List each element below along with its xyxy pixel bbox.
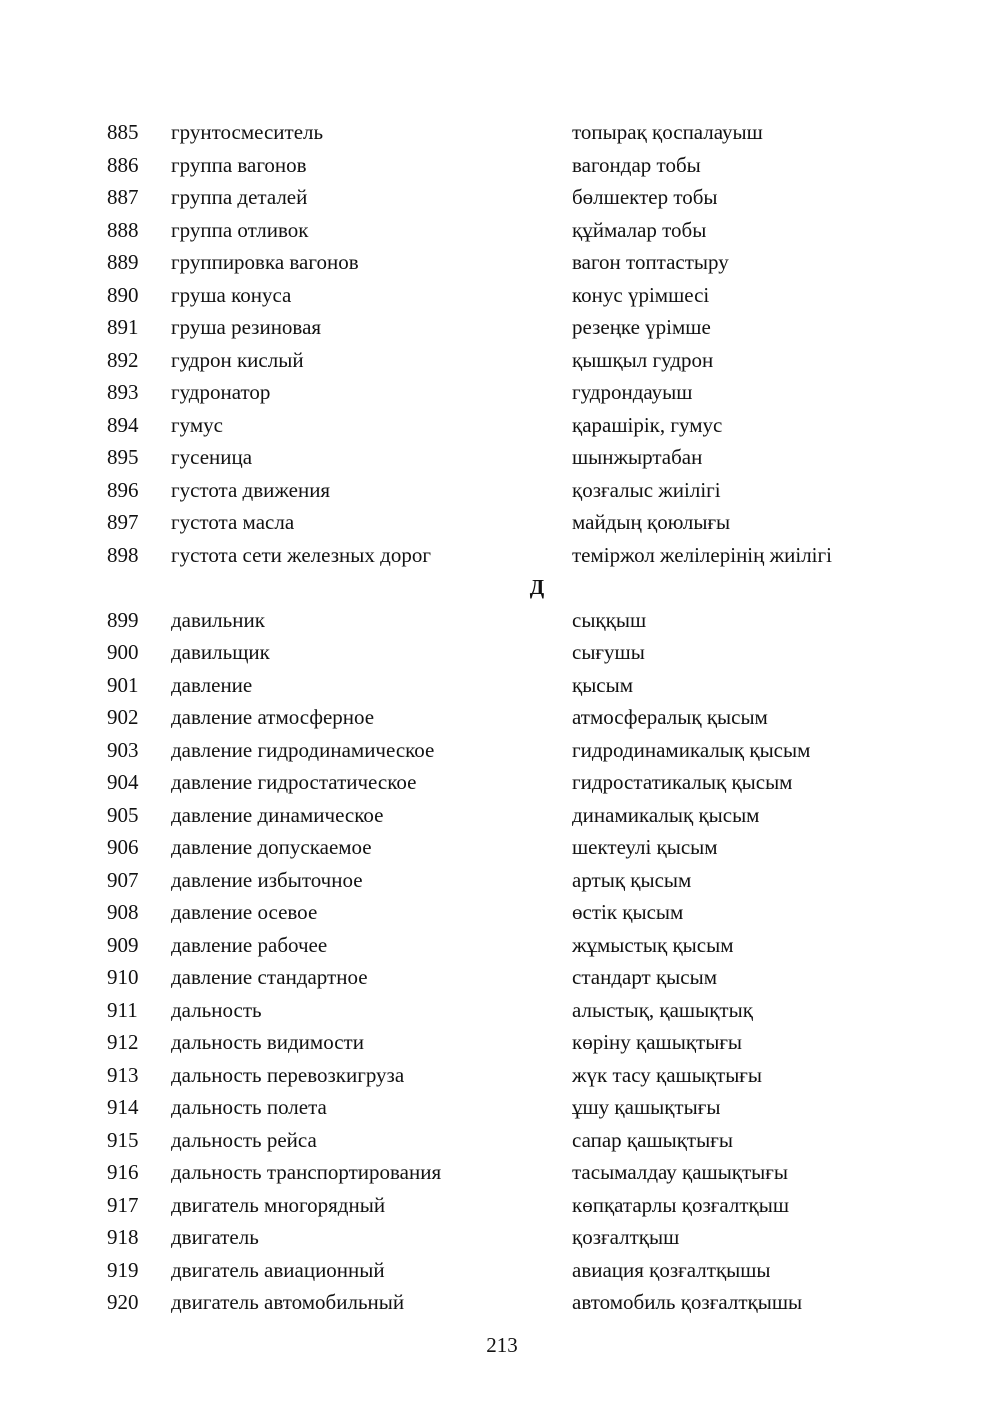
glossary-entry xyxy=(0,116,1004,149)
russian-term: давильник xyxy=(171,607,265,632)
russian-term: двигатель авиационный xyxy=(171,1257,385,1282)
entry-number: 891 xyxy=(107,315,139,339)
entry-number: 919 xyxy=(107,1257,139,1282)
kazakh-term: вагондар тобы xyxy=(572,152,701,177)
kazakh-term: қозғалыс жиілігі xyxy=(572,477,721,502)
kazakh-term: артық қысым xyxy=(572,867,692,892)
kazakh-term: резеңке үрімше xyxy=(572,315,711,339)
kazakh-term: автомобиль қозғалтқышы xyxy=(572,1290,803,1314)
russian-term: двигатель xyxy=(171,1225,259,1249)
russian-term: группа вагонов xyxy=(171,152,307,177)
section-letter-heading: Д xyxy=(529,575,545,599)
glossary-entry xyxy=(0,149,1004,182)
entry-number: 904 xyxy=(107,770,139,794)
entry-number: 909 xyxy=(107,932,139,957)
glossary-entry xyxy=(0,1189,1004,1222)
glossary-entry xyxy=(0,669,1004,702)
entry-number: 916 xyxy=(107,1160,139,1184)
glossary-entry xyxy=(0,344,1004,377)
glossary-entry xyxy=(0,994,1004,1027)
kazakh-term: динамикалық қысым xyxy=(572,802,760,827)
kazakh-term: майдың қоюлығы xyxy=(572,510,731,534)
russian-term: гудрон кислый xyxy=(171,347,304,372)
russian-term: давление атмосферное xyxy=(171,705,375,729)
entry-number: 892 xyxy=(107,347,139,372)
entry-number: 900 xyxy=(107,640,139,664)
entries-after-section xyxy=(0,604,1004,1319)
glossary-entry xyxy=(0,441,1004,474)
kazakh-term: конус үрімшесі xyxy=(572,282,710,307)
russian-term: группа отливок xyxy=(171,217,309,242)
kazakh-term: шектеулі қысым xyxy=(572,835,718,859)
kazakh-term: топырақ қоспалауыш xyxy=(572,120,763,144)
russian-term: дальность xyxy=(171,997,262,1022)
glossary-entry xyxy=(0,734,1004,767)
glossary-entry xyxy=(0,1059,1004,1092)
russian-term: давление допускаемое xyxy=(171,835,372,859)
russian-term: грунтосмеситель xyxy=(171,120,324,144)
russian-term: давление xyxy=(171,672,253,697)
glossary-entry xyxy=(0,1254,1004,1287)
russian-term: давление рабочее xyxy=(171,932,328,957)
entry-number: 914 xyxy=(107,1095,139,1119)
entry-number: 913 xyxy=(107,1062,139,1087)
russian-term: давление стандартное xyxy=(171,965,368,989)
glossary-entry xyxy=(0,1286,1004,1319)
entry-number: 890 xyxy=(107,282,139,307)
kazakh-term: қарашірік, гумус xyxy=(572,412,723,437)
entry-number: 915 xyxy=(107,1127,139,1152)
glossary-entry xyxy=(0,1026,1004,1059)
entry-number: 920 xyxy=(107,1290,139,1314)
russian-term: гудронатор xyxy=(171,380,271,404)
russian-term: давильщик xyxy=(171,640,270,664)
glossary-entry xyxy=(0,1156,1004,1189)
glossary-entry xyxy=(0,311,1004,344)
kazakh-term: көріну қашықтығы xyxy=(572,1030,743,1054)
entries-before-section xyxy=(0,116,1004,571)
glossary-entry xyxy=(0,1124,1004,1157)
russian-term: давление осевое xyxy=(171,900,318,924)
russian-term: густота движения xyxy=(171,477,331,502)
entry-number: 895 xyxy=(107,445,139,469)
entry-number: 907 xyxy=(107,867,139,892)
kazakh-term: авиация қозғалтқышы xyxy=(572,1257,771,1282)
kazakh-term: алыстық, қашықтық xyxy=(572,997,753,1022)
glossary-entry xyxy=(0,766,1004,799)
russian-term: дальность видимости xyxy=(171,1030,364,1054)
russian-term: дальность полета xyxy=(171,1095,327,1119)
entry-number: 889 xyxy=(107,250,139,274)
entry-number: 893 xyxy=(107,380,139,404)
kazakh-term: қозғалтқыш xyxy=(572,1225,680,1249)
glossary-entry xyxy=(0,929,1004,962)
entry-number: 898 xyxy=(107,542,139,567)
kazakh-term: сапар қашықтығы xyxy=(572,1127,733,1152)
russian-term: двигатель автомобильный xyxy=(171,1290,405,1314)
russian-term: густота сети железных дорог xyxy=(171,542,431,567)
glossary-entries xyxy=(0,116,1004,1319)
russian-term: груша конуса xyxy=(171,282,292,307)
glossary-entry xyxy=(0,181,1004,214)
entry-number: 887 xyxy=(107,185,139,209)
kazakh-term: вагон топтастыру xyxy=(572,250,729,274)
page-number: 213 xyxy=(486,1333,518,1357)
russian-term: гумус xyxy=(171,412,223,437)
russian-term: давление избыточное xyxy=(171,867,363,892)
glossary-entry xyxy=(0,279,1004,312)
glossary-entry xyxy=(0,214,1004,247)
russian-term: группа деталей xyxy=(171,185,308,209)
russian-term: дальность рейса xyxy=(171,1127,317,1152)
russian-term: группировка вагонов xyxy=(171,250,359,274)
glossary-entry xyxy=(0,1221,1004,1254)
kazakh-term: ұшу қашықтығы xyxy=(572,1095,721,1119)
russian-term: густота масла xyxy=(171,510,295,534)
glossary-entry xyxy=(0,701,1004,734)
glossary-entry xyxy=(0,636,1004,669)
glossary-entry xyxy=(0,831,1004,864)
kazakh-term: өстік қысым xyxy=(572,900,684,924)
entry-number: 911 xyxy=(107,997,138,1022)
entry-number: 897 xyxy=(107,510,139,534)
russian-term: двигатель многорядный xyxy=(171,1192,386,1217)
kazakh-term: стандарт қысым xyxy=(572,965,718,989)
glossary-entry xyxy=(0,604,1004,637)
kazakh-term: теміржол желілерінің жиілігі xyxy=(572,542,832,567)
entry-number: 901 xyxy=(107,672,139,697)
russian-term: дальность перевозкигруза xyxy=(171,1062,405,1087)
glossary-entry xyxy=(0,376,1004,409)
glossary-entry xyxy=(0,896,1004,929)
entry-number: 885 xyxy=(107,120,139,144)
entry-number: 896 xyxy=(107,477,139,502)
russian-term: давление динамическое xyxy=(171,802,384,827)
entry-number: 902 xyxy=(107,705,139,729)
glossary-entry xyxy=(0,409,1004,442)
kazakh-term: гидростатикалық қысым xyxy=(572,770,793,794)
kazakh-term: сығушы xyxy=(572,640,645,664)
entry-number: 906 xyxy=(107,835,139,859)
kazakh-term: қышқыл гудрон xyxy=(572,347,714,372)
kazakh-term: атмосфералық қысым xyxy=(572,705,768,729)
entry-number: 917 xyxy=(107,1192,139,1217)
russian-term: давление гидростатическое xyxy=(171,770,417,794)
russian-term: груша резиновая xyxy=(171,315,322,339)
entry-number: 908 xyxy=(107,900,139,924)
entry-number: 905 xyxy=(107,802,139,827)
entry-number: 899 xyxy=(107,607,139,632)
russian-term: гусеница xyxy=(171,445,253,469)
kazakh-term: құймалар тобы xyxy=(572,217,707,242)
russian-term: дальность транспортирования xyxy=(171,1160,442,1184)
kazakh-term: көпқатарлы қозғалтқыш xyxy=(572,1192,789,1217)
kazakh-term: бөлшектер тобы xyxy=(572,185,718,209)
entry-number: 888 xyxy=(107,217,139,242)
kazakh-term: қысым xyxy=(572,672,634,697)
glossary-entry xyxy=(0,474,1004,507)
kazakh-term: шынжыртабан xyxy=(572,445,703,469)
glossary-entry xyxy=(0,799,1004,832)
kazakh-term: сыққыш xyxy=(572,607,647,632)
glossary-entry xyxy=(0,246,1004,279)
entry-number: 912 xyxy=(107,1030,139,1054)
entry-number: 918 xyxy=(107,1225,139,1249)
entry-number: 886 xyxy=(107,152,139,177)
glossary-entry xyxy=(0,539,1004,572)
kazakh-term: гудрондауыш xyxy=(572,380,693,404)
kazakh-term: жұмыстық қысым xyxy=(572,932,734,957)
entry-number: 903 xyxy=(107,737,139,762)
kazakh-term: жүк тасу қашықтығы xyxy=(572,1062,763,1087)
glossary-entry xyxy=(0,506,1004,539)
glossary-entry xyxy=(0,864,1004,897)
russian-term: давление гидродинамическое xyxy=(171,737,435,762)
glossary-entry xyxy=(0,961,1004,994)
kazakh-term: гидродинамикалық қысым xyxy=(572,737,811,762)
glossary-entry xyxy=(0,1091,1004,1124)
entry-number: 910 xyxy=(107,965,139,989)
kazakh-term: тасымалдау қашықтығы xyxy=(572,1160,789,1184)
entry-number: 894 xyxy=(107,412,139,437)
